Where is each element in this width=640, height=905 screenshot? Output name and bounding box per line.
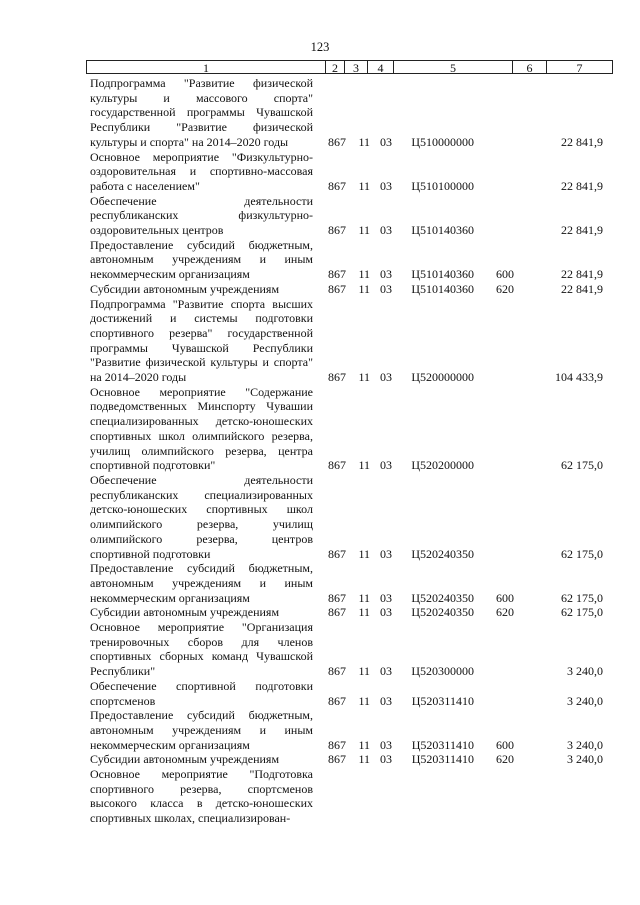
header-col-6: 6 [513,61,547,73]
row-code-ministry: 867 [328,752,346,767]
row-code-target: Ц520200000 [411,458,474,473]
row-code-target: Ц520240350 [411,546,474,561]
row-code-section: 11 [358,605,370,620]
row-code-ministry: 867 [328,590,346,605]
row-name: Основное мероприятие "Организация тренировочных сборов для членов спортивных сборных команд Чувашской Республики" [90,620,313,679]
row-code-target: Ц510140360 [411,267,474,282]
row-code-ministry: 867 [328,546,346,561]
table-row [86,282,613,297]
row-amount: 3 240,0 [567,737,603,752]
table-row [86,76,613,150]
row-name: Обеспечение деятельности республиканских специализированных детско-юношеских спортивных школ олимпийского резерва, училищ олимпийского резерва, центров спортивной подготовки [90,472,313,561]
page-number: 123 [310,40,330,54]
row-code-target: Ц520240350 [411,605,474,620]
row-name: Основное мероприятие "Подготовка спортивного резерва, спортсменов высокого класса в детско-юношеских спортивных школах, специализирован- [90,767,313,826]
row-code-expense-type: 600 [496,590,514,605]
row-code-section: 11 [358,664,370,679]
row-name: Предоставление субсидий бюджетным, автономным учреждениям и иным некоммерческим организациям [90,708,313,752]
table-row [86,605,613,620]
row-code-section: 11 [358,134,370,149]
row-code-ministry: 867 [328,267,346,282]
row-amount: 62 175,0 [561,605,603,620]
header-col-7: 7 [576,61,583,75]
row-amount: 3 240,0 [567,752,603,767]
row-code-subsection: 03 [380,223,392,238]
row-code-subsection: 03 [380,546,392,561]
row-code-subsection: 03 [380,605,392,620]
row-amount: 22 841,9 [561,267,603,282]
row-amount: 3 240,0 [567,664,603,679]
header-col-4: 4 [368,61,394,73]
row-code-subsection: 03 [380,664,392,679]
row-amount: 104 433,9 [555,370,603,385]
row-amount: 3 240,0 [567,693,603,708]
row-code-target: Ц520311410 [411,752,474,767]
row-code-subsection: 03 [380,737,392,752]
row-name: Основное мероприятие "Физкультурно-оздоровительная и спортивно-массовая работа с населением" [90,149,313,193]
row-code-ministry: 867 [328,134,346,149]
row-amount: 62 175,0 [561,458,603,473]
header-col-3: 3 [345,61,368,73]
table-row [86,767,613,826]
row-code-section: 11 [358,370,370,385]
table-row [86,679,613,708]
row-code-ministry: 867 [328,737,346,752]
row-code-section: 11 [358,267,370,282]
row-code-subsection: 03 [380,693,392,708]
row-name: Подпрограмма "Развитие физической культуры и массового спорта" государственной программы Чувашской Республики "Развитие физической культуры и спорта" на 2014–2020 годы [90,76,313,149]
row-amount: 62 175,0 [561,590,603,605]
table-row [86,150,613,194]
header-col-5: 5 [394,61,513,73]
row-code-target: Ц520240350 [411,590,474,605]
row-code-ministry: 867 [328,458,346,473]
table-row [86,297,613,385]
row-code-expense-type: 600 [496,267,514,282]
row-name: Обеспечение деятельности республиканских физкультурно-оздоровительных центров [90,193,313,238]
row-name: Субсидии автономным учреждениям [90,752,280,767]
row-name: Предоставление субсидий бюджетным, автономным учреждениям и иным некоммерческим организациям [90,561,313,605]
table-row [86,194,613,238]
header-col-2: 2 [326,61,345,73]
table-row [86,561,613,605]
row-code-subsection: 03 [380,178,392,193]
table-row [86,238,613,282]
row-code-target: Ц520311410 [411,693,474,708]
row-code-expense-type: 620 [496,752,514,767]
row-code-target: Ц520000000 [411,370,474,385]
row-code-expense-type: 600 [496,737,514,752]
row-amount: 62 175,0 [561,546,603,561]
row-code-subsection: 03 [380,267,392,282]
row-code-ministry: 867 [328,281,346,296]
row-code-subsection: 03 [380,281,392,296]
row-code-target: Ц510000000 [411,134,474,149]
row-code-expense-type: 620 [496,281,514,296]
row-code-ministry: 867 [328,693,346,708]
row-code-target: Ц520300000 [411,664,474,679]
row-code-section: 11 [358,178,370,193]
row-amount: 22 841,9 [561,134,603,149]
row-code-ministry: 867 [328,223,346,238]
row-code-target: Ц510100000 [411,178,474,193]
row-code-ministry: 867 [328,370,346,385]
row-code-expense-type: 620 [496,605,514,620]
table-row [86,385,613,473]
row-name: Субсидии автономным учреждениям [90,605,280,620]
row-code-section: 11 [358,223,370,238]
row-code-target: Ц510140360 [411,281,474,296]
row-amount: 22 841,9 [561,223,603,238]
row-code-ministry: 867 [328,178,346,193]
row-code-target: Ц510140360 [411,223,474,238]
row-code-ministry: 867 [328,605,346,620]
header-col-1: 1 [87,61,326,73]
table-row [86,708,613,752]
row-amount: 22 841,9 [561,281,603,296]
row-code-section: 11 [358,458,370,473]
row-code-target: Ц520311410 [411,737,474,752]
row-name: Обеспечение спортивной подготовки спортсменов [90,678,313,708]
budget-table-body [86,76,613,826]
row-code-section: 11 [358,281,370,296]
row-code-subsection: 03 [380,370,392,385]
row-code-ministry: 867 [328,664,346,679]
row-amount: 22 841,9 [561,178,603,193]
row-code-subsection: 03 [380,134,392,149]
row-code-section: 11 [358,546,370,561]
row-name: Предоставление субсидий бюджетным, автономным учреждениям и иным некоммерческим организациям [90,237,313,282]
row-code-section: 11 [358,693,370,708]
table-row [86,620,613,679]
table-row [86,473,613,561]
row-code-subsection: 03 [380,752,392,767]
table-header [86,60,613,74]
row-code-subsection: 03 [380,458,392,473]
row-name: Основное мероприятие "Содержание подведомственных Минспорту Чувашии специализированных детско-юношеских спортивных школ олимпийского резерва, училищ олимпийского резерва, центра спортивной подготовки" [90,384,313,473]
row-name: Субсидии автономным учреждениям [90,281,280,296]
table-row [86,752,613,767]
row-name: Подпрограмма "Развитие спорта высших достижений и системы подготовки спортивного резерва" государственной программы Чувашской Республики "Развитие физической культуры и спорта" на 2014–2020 годы [90,296,313,385]
row-code-section: 11 [358,737,370,752]
row-code-section: 11 [358,590,370,605]
row-code-section: 11 [358,752,370,767]
row-code-subsection: 03 [380,590,392,605]
